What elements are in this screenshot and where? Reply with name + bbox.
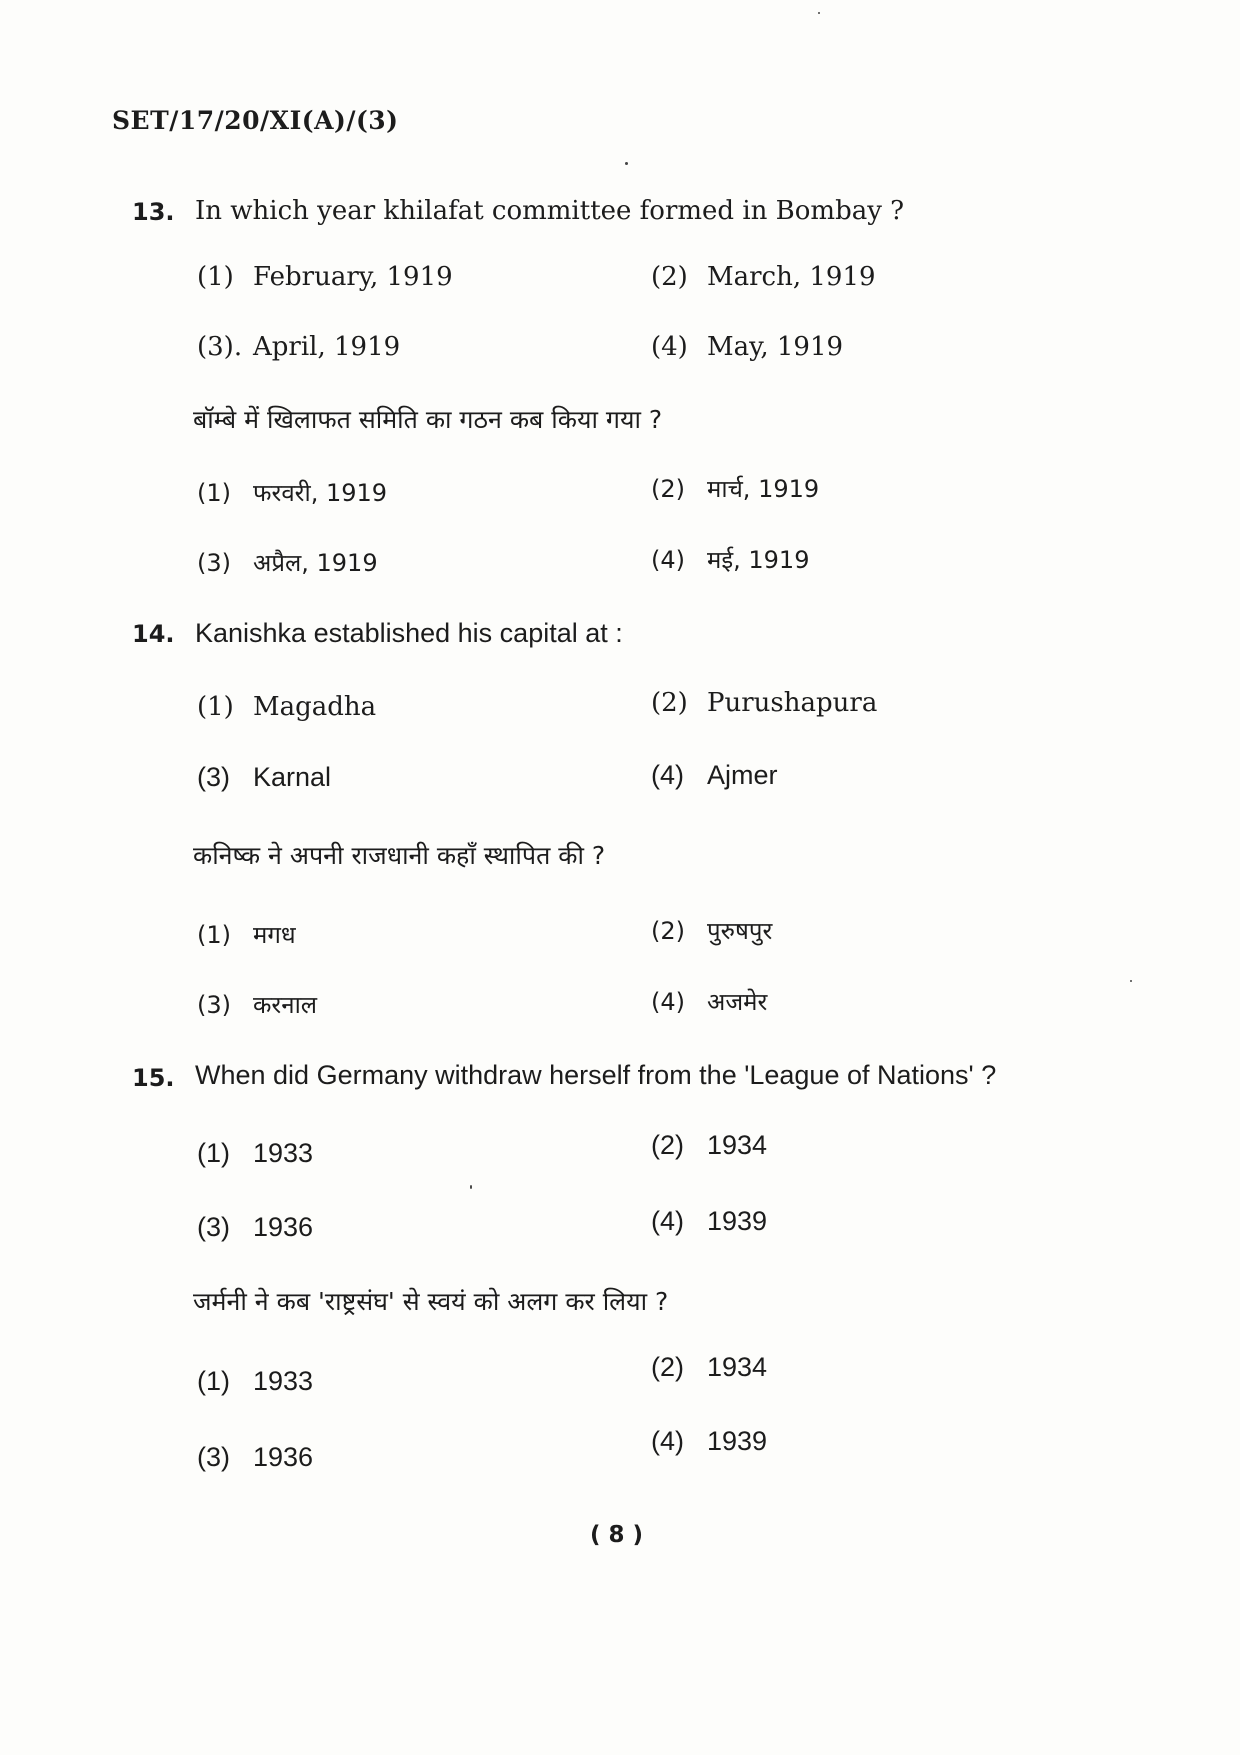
page-number: ( 8 ) xyxy=(590,1522,644,1548)
paper-code: SET/17/20/XI(A)/(3) xyxy=(112,106,399,135)
q14-option-3: (3) Karnal xyxy=(197,762,332,792)
q15-hindi-option-4: (4) 1939 xyxy=(651,1426,768,1456)
q15-hindi-text: जर्मनी ने कब 'राष्ट्रसंघ' से स्वयं को अलग कर लिया ? xyxy=(193,1287,669,1316)
q13-hindi-option-2: (2) मार्च, 1919 xyxy=(651,475,820,503)
question-13-number: 13. xyxy=(132,198,175,226)
q15-option-4: (4) 1939 xyxy=(651,1206,768,1236)
q14-hindi-option-3: (3) करनाल xyxy=(197,991,318,1019)
q14-option-1: (1) Magadha xyxy=(197,692,377,722)
q13-option-1: (1) February, 1919 xyxy=(197,262,453,292)
q14-hindi-option-4: (4) अजमेर xyxy=(651,988,768,1016)
q14-option-4: (4) Ajmer xyxy=(651,760,778,790)
q13-hindi-option-1: (1) फरवरी, 1919 xyxy=(197,479,388,507)
q13-hindi-option-3: (3) अप्रैल, 1919 xyxy=(197,549,378,577)
q14-hindi-text: कनिष्क ने अपनी राजधानी कहाँ स्थापित की ? xyxy=(193,841,606,870)
q15-option-2: (2) 1934 xyxy=(651,1130,768,1160)
question-15-number: 15. xyxy=(132,1064,175,1092)
q15-hindi-option-1: (1) 1933 xyxy=(197,1366,314,1396)
q13-option-3: (3). April, 1919 xyxy=(197,332,401,362)
scan-speck xyxy=(625,162,628,165)
scan-speck xyxy=(470,1185,472,1189)
question-15-text: When did Germany withdraw herself from the 'League of Nations' ? xyxy=(195,1060,997,1090)
q15-hindi-option-3: (3) 1936 xyxy=(197,1442,314,1472)
q15-option-3: (3) 1936 xyxy=(197,1212,314,1242)
q13-hindi-option-4: (4) मई, 1919 xyxy=(651,546,810,574)
question-14-number: 14. xyxy=(132,620,175,648)
question-13-text: In which year khilafat committee formed in Bombay ? xyxy=(195,196,905,226)
question-14-text: Kanishka established his capital at : xyxy=(195,618,623,648)
q15-option-1: (1) 1933 xyxy=(197,1138,314,1168)
q15-hindi-option-2: (2) 1934 xyxy=(651,1352,768,1382)
q14-option-2: (2) Purushapura xyxy=(651,688,878,718)
q13-option-4: (4) May, 1919 xyxy=(651,332,844,362)
q13-option-2: (2) March, 1919 xyxy=(651,262,876,292)
q14-hindi-option-2: (2) पुरुषपुर xyxy=(651,917,773,945)
q14-hindi-option-1: (1) मगध xyxy=(197,921,296,949)
scan-speck xyxy=(818,12,820,14)
q13-hindi-text: बॉम्बे में खिलाफत समिति का गठन कब किया गया ? xyxy=(193,405,663,434)
scan-speck xyxy=(1130,980,1132,982)
